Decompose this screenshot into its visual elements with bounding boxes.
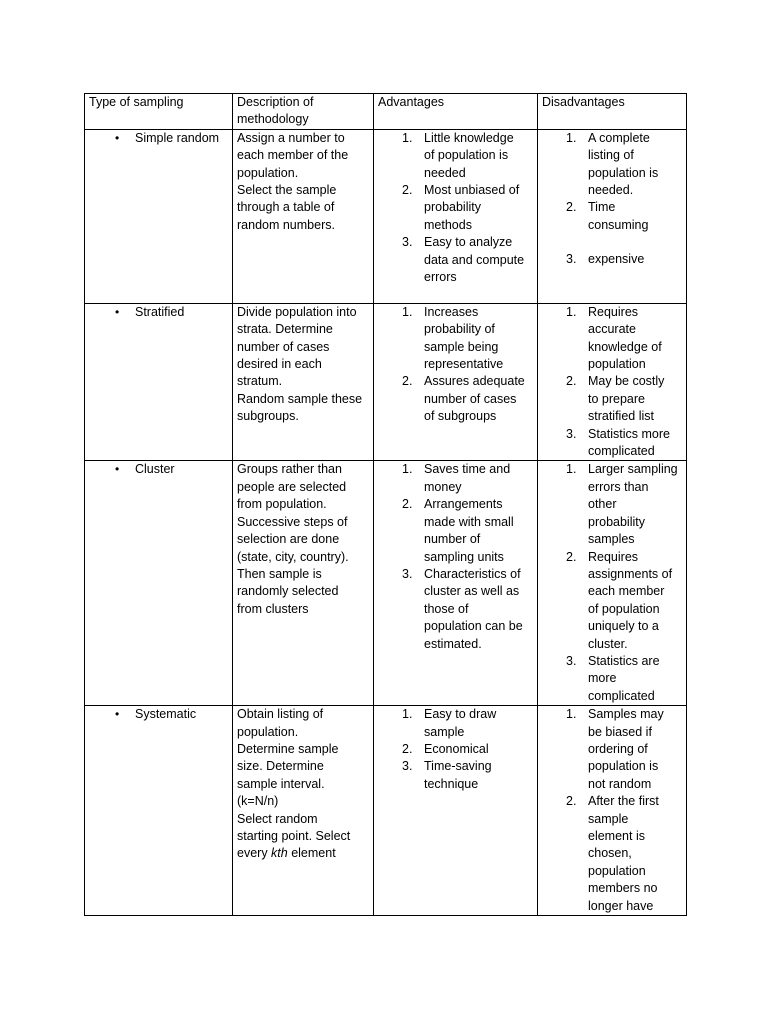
list-item-line: population — [588, 357, 646, 372]
type-cell — [85, 706, 233, 916]
bullet-icon: • — [115, 707, 120, 722]
list-number: 1. — [402, 707, 413, 722]
list-item-line: methods — [424, 217, 472, 232]
disadvantages-cell — [538, 461, 687, 706]
list-item — [378, 373, 533, 425]
type-cell — [85, 303, 233, 461]
advantages-cell — [374, 129, 538, 303]
list-item-line: consuming — [588, 217, 649, 232]
list-number: 1. — [566, 130, 577, 145]
description-line: selection are done — [237, 532, 340, 547]
list-item — [542, 304, 682, 374]
sampling-type-label: Simple random — [135, 130, 220, 145]
description-line: Determine sample — [237, 741, 339, 756]
description-text: every — [237, 846, 272, 861]
list-item-line: Assures adequate — [424, 374, 525, 389]
list-item-line: number of cases — [424, 391, 517, 406]
description-line: population. — [237, 165, 299, 180]
list-item-line: May be costly — [588, 374, 665, 389]
list-item-line: Statistics more — [588, 426, 670, 441]
disadvantages-list — [542, 706, 682, 915]
description-line: Select the sample — [237, 183, 337, 198]
description-line: Assign a number to — [237, 130, 345, 145]
header-description-line: methodology — [237, 112, 309, 127]
list-item — [542, 373, 682, 425]
list-number: 2. — [566, 200, 577, 215]
advantages-list — [378, 304, 533, 426]
description-line: subgroups. — [237, 409, 299, 424]
list-number: 2. — [402, 741, 413, 756]
list-item — [378, 130, 533, 182]
list-item-line: made with small — [424, 514, 514, 529]
list-item-line: samples — [588, 532, 635, 547]
list-item-line: Increases — [424, 304, 479, 319]
list-item-line: each member — [588, 584, 665, 599]
type-cell — [85, 129, 233, 303]
description-line: sample interval. — [237, 776, 325, 791]
description-line: starting point. Select — [237, 829, 351, 843]
list-number: 2. — [402, 183, 413, 198]
list-number: 3. — [566, 252, 577, 267]
list-item-line: of population — [588, 601, 660, 616]
list-item-line: of subgroups — [424, 409, 497, 424]
description-cell — [233, 129, 374, 303]
list-item-line: estimated. — [424, 636, 482, 651]
list-item-line: Saves time and — [424, 462, 511, 477]
list-item-line: not random — [588, 776, 652, 791]
list-item-line: Time — [588, 200, 616, 215]
sampling-type-label: Stratified — [135, 304, 185, 319]
list-number: 2. — [402, 497, 413, 512]
list-item-line: technique — [424, 776, 479, 791]
list-item — [378, 741, 533, 758]
list-item-line: expensive — [588, 252, 645, 267]
description-cell — [233, 461, 374, 706]
list-item-line: accurate — [588, 322, 636, 337]
list-item-line: Statistics are — [588, 653, 660, 668]
header-type-of-sampling — [85, 94, 233, 130]
list-item-line: to prepare — [588, 391, 645, 406]
list-item-line: complicated — [588, 688, 655, 703]
description-cell — [233, 303, 374, 461]
description-line: random numbers. — [237, 217, 335, 232]
description-line: through a table of — [237, 200, 335, 215]
list-item — [542, 461, 682, 548]
list-item-line: population is — [588, 165, 659, 180]
list-item-line: of population is — [424, 148, 509, 163]
description-line: (k=N/n) — [237, 794, 279, 809]
list-number: 1. — [402, 304, 413, 319]
header-description — [233, 94, 374, 130]
list-item — [378, 566, 533, 653]
bullet-icon: • — [115, 130, 120, 145]
description-line: each member of the — [237, 148, 349, 163]
list-item-line: chosen, — [588, 846, 632, 861]
description-line: people are selected — [237, 479, 347, 494]
list-item-line: probability — [424, 200, 481, 215]
description-cell — [233, 706, 374, 916]
list-item — [378, 758, 533, 793]
list-number: 1. — [566, 462, 577, 477]
list-item-line: Easy to analyze — [424, 235, 513, 250]
list-item — [378, 182, 533, 234]
type-cell — [85, 461, 233, 706]
advantages-list — [378, 706, 533, 793]
list-item-line: listing of — [588, 148, 634, 163]
list-item-line: more — [588, 671, 617, 686]
list-item-line: those of — [424, 601, 469, 616]
header-disadvantages-label: Disadvantages — [542, 95, 625, 109]
list-item — [378, 706, 533, 741]
list-item — [542, 251, 682, 268]
list-item-line: be biased if — [588, 724, 652, 739]
list-item-line: assignments of — [588, 566, 673, 581]
header-advantages-label: Advantages — [378, 95, 445, 109]
list-item-line: representative — [424, 357, 504, 372]
list-item-line: cluster. — [588, 636, 628, 651]
disadvantages-list — [542, 304, 682, 461]
table-row — [85, 303, 687, 461]
table-row — [85, 706, 687, 916]
header-description-line: Description of — [237, 95, 314, 109]
list-item-line: errors than — [588, 479, 649, 494]
description-line: from clusters — [237, 601, 309, 616]
list-item-line: Little knowledge — [424, 130, 514, 145]
header-type-label: Type of sampling — [89, 95, 184, 109]
list-item — [542, 426, 682, 461]
list-item-line: cluster as well as — [424, 584, 520, 599]
bullet-icon: • — [115, 462, 120, 477]
list-item-line: longer have — [588, 898, 654, 913]
description-line: Groups rather than — [237, 462, 342, 477]
list-item-line: Larger sampling — [588, 462, 678, 477]
list-item-line: Economical — [424, 741, 489, 756]
header-disadvantages — [538, 94, 687, 130]
list-item-line: Requires — [588, 549, 639, 564]
sampling-methods-table — [84, 93, 687, 916]
list-item-line: Easy to draw — [424, 707, 497, 722]
description-italic-text: kth — [271, 846, 288, 861]
list-item-line: members no — [588, 881, 658, 896]
sampling-type-label: Cluster — [135, 462, 175, 477]
list-item — [542, 199, 682, 234]
description-line: (state, city, country). — [237, 549, 349, 564]
advantages-cell — [374, 461, 538, 706]
disadvantages-cell — [538, 706, 687, 916]
list-item-line: knowledge of — [588, 339, 662, 354]
description-text: element — [287, 846, 336, 861]
description-line: Select random — [237, 811, 318, 826]
list-item-line: stratified list — [588, 409, 654, 424]
list-item-line: population can be — [424, 619, 523, 634]
list-number: 3. — [402, 235, 413, 250]
list-number: 3. — [402, 759, 413, 774]
advantages-list — [378, 461, 533, 652]
list-item — [542, 653, 682, 705]
description-line: size. Determine — [237, 759, 324, 774]
list-item-line: complicated — [588, 444, 655, 459]
description-line: number of cases — [237, 339, 330, 354]
list-number: 1. — [402, 130, 413, 145]
description-line: Random sample these — [237, 391, 363, 406]
header-advantages — [374, 94, 538, 130]
description-line: from population. — [237, 497, 327, 512]
description-line — [237, 845, 369, 862]
disadvantages-cell — [538, 303, 687, 461]
description-line: stratum. — [237, 374, 283, 389]
advantages-cell — [374, 706, 538, 916]
list-item — [542, 706, 682, 793]
list-item — [378, 496, 533, 566]
list-item-line: errors — [424, 270, 457, 285]
description-line: randomly selected — [237, 584, 339, 599]
list-number: 2. — [402, 374, 413, 389]
list-number: 3. — [566, 426, 577, 441]
list-item — [378, 234, 533, 286]
disadvantages-list — [542, 130, 682, 269]
list-item-line: needed — [424, 165, 466, 180]
description-line: Then sample is — [237, 566, 322, 581]
description-line: Successive steps of — [237, 514, 348, 529]
description-line: population. — [237, 724, 299, 739]
table-row — [85, 129, 687, 303]
description-line: desired in each — [237, 357, 322, 372]
list-item-line: Time-saving — [424, 759, 492, 774]
description-line: Divide population into — [237, 304, 357, 319]
list-item-line: sample — [588, 811, 629, 826]
list-item-line: After the first — [588, 794, 659, 809]
list-item-line: sample — [424, 724, 465, 739]
list-number: 3. — [566, 653, 577, 668]
list-item-line: Arrangements — [424, 497, 503, 512]
list-item — [542, 793, 682, 915]
advantages-cell — [374, 303, 538, 461]
list-item-line: Most unbiased of — [424, 183, 520, 198]
list-item-line: A complete — [588, 130, 650, 145]
list-item — [378, 461, 533, 496]
bullet-icon: • — [115, 304, 120, 319]
list-number: 2. — [566, 374, 577, 389]
list-number: 3. — [402, 566, 413, 581]
table-header-row — [85, 94, 687, 130]
list-item-line: population — [588, 863, 646, 878]
list-item-line: population is — [588, 759, 659, 774]
list-item-line: sample being — [424, 339, 499, 354]
list-item-line: Requires — [588, 304, 639, 319]
list-item-line: number of — [424, 532, 481, 547]
table-row — [85, 461, 687, 706]
description-line: strata. Determine — [237, 322, 333, 337]
list-item-line: Samples may — [588, 707, 664, 722]
list-item-line: probability of — [424, 322, 495, 337]
description-line: Obtain listing of — [237, 707, 324, 722]
list-item-line: probability — [588, 514, 645, 529]
list-item-line: other — [588, 497, 617, 512]
list-number: 1. — [566, 304, 577, 319]
list-number: 2. — [566, 549, 577, 564]
sampling-type-label: Systematic — [135, 707, 197, 722]
list-number: 1. — [566, 707, 577, 722]
disadvantages-cell — [538, 129, 687, 303]
list-item — [542, 130, 682, 200]
list-item-line: needed. — [588, 183, 634, 198]
list-item-line: Characteristics of — [424, 566, 521, 581]
list-number: 2. — [566, 794, 577, 809]
list-item-line: ordering of — [588, 741, 648, 756]
list-item-line: element is — [588, 829, 645, 843]
list-item — [542, 549, 682, 653]
list-item-line: data and compute — [424, 252, 525, 267]
list-item-line: uniquely to a — [588, 619, 659, 634]
list-item-line: money — [424, 479, 462, 494]
list-item-line: sampling units — [424, 549, 504, 564]
list-number: 1. — [402, 462, 413, 477]
disadvantages-list — [542, 461, 682, 705]
list-item — [378, 304, 533, 374]
advantages-list — [378, 130, 533, 287]
